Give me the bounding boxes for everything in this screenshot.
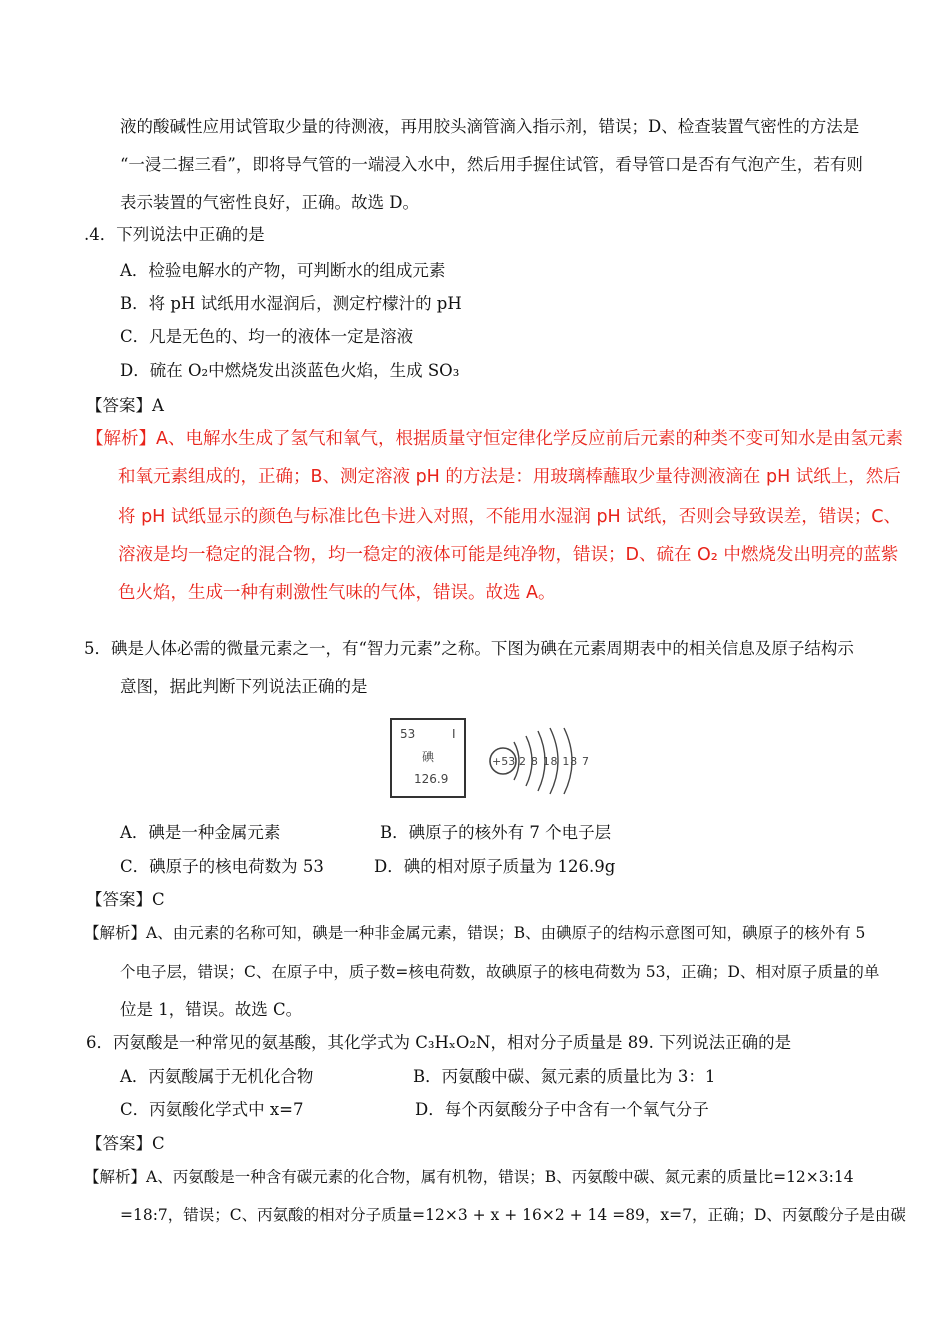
q6-option-b: B．丙氨酸中碳、氮元素的质量比为 3：1	[413, 1067, 716, 1086]
q5-option-a: A．碘是一种金属元素	[120, 823, 281, 842]
q5-explanation-line-3: 位是 1，错误。故选 C。	[120, 1000, 303, 1019]
q4-explanation-line-2: 和氧元素组成的，正确；B、测定溶液 pH 的方法是：用玻璃棒蘸取少量待测液滴在 pH 试纸上，然后	[118, 467, 901, 487]
q5-stem-line-1: 5．碘是人体必需的微量元素之一，有“智力元素”之称。下图为碘在元素周期表中的相关信息及原子结构示	[84, 639, 854, 658]
prev-explanation-line-2: “一浸二握三看”，即将导气管的一端浸入水中，然后用手握住试管，看导管口是否有气泡产生，若有则	[120, 155, 863, 174]
atomic-structure-diagram	[486, 724, 596, 799]
q5-explanation-line-1: 【解析】A、由元素的名称可知，碘是一种非金属元素，错误；B、由碘原子的结构示意图可知，碘原子的核外有 5	[84, 924, 866, 942]
element-symbol: I	[452, 727, 456, 741]
element-atomic-number: 53	[400, 727, 416, 741]
atom-nucleus-label: +53	[492, 755, 516, 768]
q6-option-d: D．每个丙氨酸分子中含有一个氧气分子	[415, 1100, 709, 1119]
q6-answer: 【答案】C	[86, 1134, 165, 1153]
q5-option-d: D．碘的相对原子质量为 126.9g	[374, 857, 616, 876]
q5-option-b: B．碘原子的核外有 7 个电子层	[380, 823, 612, 842]
q6-explanation-line-2: =18:7，错误；C、丙氨酸的相对分子质量=12×3 + x + 16×2 + 14 =89，x=7，正确；D、丙氨酸分子是由碳	[120, 1206, 906, 1224]
q4-explanation-line-5: 色火焰，生成一种有刺激性气味的气体，错误。故选 A。	[118, 583, 556, 603]
q6-option-a: A．丙氨酸属于无机化合物	[120, 1067, 314, 1086]
q4-explanation-line-4: 溶液是均一稳定的混合物，均一稳定的液体可能是纯净物，错误；D、硫在 O₂ 中燃烧发出明亮的蓝紫	[118, 545, 899, 565]
q4-option-c: C．凡是无色的、均一的液体一定是溶液	[120, 327, 414, 346]
q5-stem-line-2: 意图，据此判断下列说法正确的是	[120, 677, 368, 696]
prev-explanation-line-1: 液的酸碱性应用试管取少量的待测液，再用胶头滴管滴入指示剂，错误；D、检查装置气密性的方法是	[120, 117, 860, 136]
q6-stem: 6．丙氨酸是一种常见的氨基酸，其化学式为 C₃HₓO₂N，相对分子质量是 89. 下列说法正确的是	[86, 1033, 792, 1052]
q5-option-c: C．碘原子的核电荷数为 53	[120, 857, 324, 876]
atom-shell-electrons: 2 8 18 18 7	[519, 755, 589, 768]
q4-stem: .4．下列说法中正确的是	[84, 225, 265, 244]
atom-shells-svg	[486, 724, 596, 799]
q5-answer: 【答案】C	[86, 890, 165, 909]
q4-explanation-line-3: 将 pH 试纸显示的颜色与标准比色卡进入对照，不能用水湿润 pH 试纸，否则会导致误差，错误；C、	[118, 507, 902, 527]
element-name: 碘	[422, 750, 435, 764]
q4-answer: 【答案】A	[86, 396, 164, 415]
q4-option-d: D．硫在 O₂中燃烧发出淡蓝色火焰，生成 SO₃	[120, 361, 460, 380]
q4-explanation-line-1: 【解析】A、电解水生成了氢气和氧气，根据质量守恒定律化学反应前后元素的种类不变可知水是由氢元素	[86, 429, 903, 449]
periodic-table-cell	[390, 718, 466, 798]
q5-explanation-line-2: 个电子层，错误；C、在原子中，质子数=核电荷数，故碘原子的核电荷数为 53，正确；D、相对原子质量的单	[120, 963, 880, 981]
q6-explanation-line-1: 【解析】A、丙氨酸是一种含有碳元素的化合物，属有机物，错误；B、丙氨酸中碳、氮元素的质量比=12×3:14	[84, 1168, 854, 1186]
element-atomic-mass: 126.9	[414, 772, 449, 786]
q4-option-a: A．检验电解水的产物，可判断水的组成元素	[120, 261, 446, 280]
q4-option-b: B．将 pH 试纸用水湿润后，测定柠檬汁的 pH	[120, 294, 462, 313]
q6-option-c: C．丙氨酸化学式中 x=7	[120, 1100, 304, 1119]
prev-explanation-line-3: 表示装置的气密性良好，正确。故选 D。	[120, 193, 419, 212]
